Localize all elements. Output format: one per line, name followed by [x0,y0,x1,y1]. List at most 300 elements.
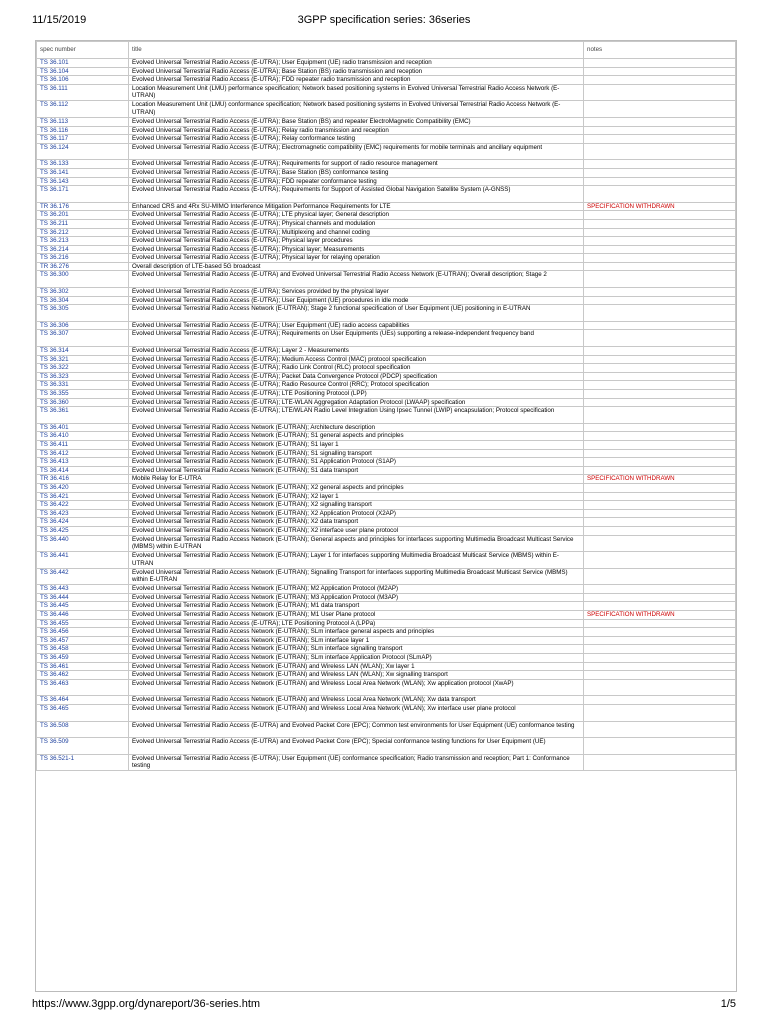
spec-number-link[interactable]: TS 36.457 [40,636,69,644]
table-row [37,679,736,696]
spec-number-cell [37,705,129,722]
spec-number-link[interactable]: TS 36.446 [40,611,69,619]
spec-number-link[interactable]: TS 36.462 [40,671,69,679]
spec-title-cell: Evolved Universal Terrestrial Radio Access (E-UTRA); Medium Access Control (MAC) protocol specification [129,355,584,364]
spec-number-link[interactable]: TS 36.443 [40,585,69,593]
table-row [37,449,736,458]
spec-number-cell [37,305,129,322]
table-row [37,271,736,288]
spec-title-cell: Evolved Universal Terrestrial Radio Access Network (E-UTRAN); M3 Application Protocol (M3AP) [129,593,584,602]
spec-title-cell: Evolved Universal Terrestrial Radio Access (E-UTRA) and Evolved Packet Core (EPC); Special conformance testing functions for User Equipment (UE) [129,738,584,755]
spec-number-link[interactable]: TS 36.212 [40,228,69,236]
spec-number-cell [37,475,129,484]
table-row [37,466,736,475]
spec-number-link[interactable]: TS 36.442 [40,568,69,576]
spec-number-link[interactable]: TS 36.411 [40,440,69,448]
spec-number-cell [37,593,129,602]
spec-number-link[interactable]: TS 36.331 [40,381,69,389]
spec-number-cell [37,347,129,356]
table-row [37,126,736,135]
spec-title-cell: Evolved Universal Terrestrial Radio Access (E-UTRA); User Equipment (UE) procedures in idle mode [129,296,584,305]
spec-number-link[interactable]: TR 36.276 [40,262,69,270]
spec-notes-cell [584,568,736,585]
table-row [37,347,736,356]
spec-title-cell: Evolved Universal Terrestrial Radio Access (E-UTRA); Services provided by the physical layer [129,288,584,297]
spec-notes-cell [584,593,736,602]
spec-number-cell [37,440,129,449]
spec-title-cell: Evolved Universal Terrestrial Radio Access (E-UTRA); Layer 2 - Measurements [129,347,584,356]
column-header-notes: notes [584,42,736,59]
spec-number-cell [37,585,129,594]
table-row [37,483,736,492]
table-row [37,407,736,424]
spec-number-cell [37,84,129,101]
spec-notes-cell [584,526,736,535]
spec-notes-cell [584,305,736,322]
table-row [37,262,736,271]
spec-title-cell: Evolved Universal Terrestrial Radio Access (E-UTRA); Base Station (BS) radio transmission and reception [129,67,584,76]
spec-table [36,41,736,771]
spec-title-cell: Evolved Universal Terrestrial Radio Access (E-UTRA); FDD repeater conformance testing [129,177,584,186]
table-row [37,202,736,211]
spec-notes-cell [584,483,736,492]
table-row [37,330,736,347]
spec-number-cell [37,738,129,755]
table-row [37,501,736,510]
table-row [37,721,736,738]
spec-title-cell: Evolved Universal Terrestrial Radio Access Network (E-UTRAN) and Wireless LAN (WLAN); Xw signalling transport [129,671,584,680]
spec-notes-cell [584,177,736,186]
spec-number-link[interactable]: TS 36.441 [40,552,69,560]
spec-title-cell: Evolved Universal Terrestrial Radio Access Network (E-UTRAN) and Wireless Local Area Network (WLAN); Xw application protocol (XwAP) [129,679,584,696]
spec-number-link[interactable]: TS 36.412 [40,449,69,457]
spec-number-cell [37,611,129,620]
spec-notes-cell [584,67,736,76]
spec-notes-cell [584,449,736,458]
spec-notes-cell [584,671,736,680]
spec-title-cell: Evolved Universal Terrestrial Radio Access Network (E-UTRAN); SLm interface general aspects and principles [129,628,584,637]
spec-number-link[interactable]: TS 36.414 [40,466,69,474]
spec-notes-cell [584,390,736,399]
spec-number-link[interactable]: TS 36.302 [40,288,69,296]
spec-title-cell: Evolved Universal Terrestrial Radio Access (E-UTRA); Base Station (BS) and repeater ElectroMagnetic Compatibility (EMC) [129,117,584,126]
spec-number-link[interactable]: TS 36.413 [40,458,69,466]
spec-number-cell [37,535,129,552]
spec-title-cell: Evolved Universal Terrestrial Radio Access (E-UTRA); Physical layer procedures [129,237,584,246]
spec-number-cell [37,501,129,510]
spec-title-cell: Evolved Universal Terrestrial Radio Access Network (E-UTRAN); X2 signalling transport [129,501,584,510]
spec-number-link[interactable]: TS 36.465 [40,705,69,712]
table-row [37,662,736,671]
table-row [37,219,736,228]
spec-notes-cell [584,117,736,126]
spec-number-cell [37,526,129,535]
spec-notes-cell [584,168,736,177]
spec-number-link[interactable]: TS 36.361 [40,407,69,415]
spec-number-link[interactable]: TS 36.322 [40,364,69,372]
spec-number-cell [37,679,129,696]
spec-number-link[interactable]: TS 36.300 [40,271,69,279]
spec-notes-cell [584,330,736,347]
spec-number-cell [37,398,129,407]
spec-notes-cell [584,84,736,101]
spec-notes-cell [584,372,736,381]
spec-title-cell: Evolved Universal Terrestrial Radio Access (E-UTRA); FDD repeater radio transmission and reception [129,76,584,85]
spec-title-cell: Evolved Universal Terrestrial Radio Access Network (E-UTRAN); X2 interface user plane protocol [129,526,584,535]
spec-title-cell: Evolved Universal Terrestrial Radio Access Network (E-UTRAN); Signalling Transport for interfaces supporting Multimedia Broadcast Multicast Service (MBMS) within E-UTRAN [129,568,584,585]
spec-notes-cell [584,552,736,569]
spec-number-cell [37,466,129,475]
table-row [37,117,736,126]
spec-number-link[interactable]: TS 36.401 [40,423,69,431]
spec-notes-cell [584,288,736,297]
spec-title-cell: Evolved Universal Terrestrial Radio Access Network (E-UTRAN); S1 Application Protocol (S1AP) [129,458,584,467]
table-row [37,59,736,68]
spec-number-link[interactable]: TS 36.143 [40,177,69,185]
table-row [37,305,736,322]
table-row [37,84,736,101]
table-row [37,101,736,118]
page-title: 3GPP specification series: 36series [297,14,471,26]
table-row [37,475,736,484]
spec-number-cell [37,628,129,637]
spec-number-link[interactable]: TS 36.171 [40,186,69,194]
spec-number-link[interactable]: TS 36.420 [40,483,69,491]
table-row [37,518,736,527]
spec-number-link[interactable]: TS 36.464 [40,696,69,704]
spec-number-cell [37,390,129,399]
spec-number-link[interactable]: TS 36.306 [40,321,69,329]
spec-title-cell: Evolved Universal Terrestrial Radio Access Network (E-UTRAN); S1 layer 1 [129,440,584,449]
table-row [37,372,736,381]
spec-notes-cell [584,296,736,305]
spec-number-link[interactable]: TS 36.509 [40,738,69,746]
spec-number-link[interactable]: TS 36.213 [40,237,69,245]
table-row [37,168,736,177]
page-footer [32,998,736,1014]
table-row [37,458,736,467]
spec-number-cell [37,126,129,135]
spec-number-link[interactable]: TS 36.459 [40,654,69,662]
spec-number-cell [37,432,129,441]
spec-title-cell: Evolved Universal Terrestrial Radio Access (E-UTRA); Requirements on User Equipments (UEs) supporting a release-independent frequency band [129,330,584,347]
spec-number-cell [37,228,129,237]
spec-notes-cell [584,628,736,637]
spec-number-cell [37,262,129,271]
table-row [37,364,736,373]
spec-number-link[interactable]: TS 36.445 [40,602,69,610]
spec-number-cell [37,364,129,373]
spec-title-cell: Location Measurement Unit (LMU) conformance specification; Network based positioning systems in Evolved Universal Terrestrial Radio Access Network (E-UTRAN) [129,101,584,118]
spec-title-cell: Evolved Universal Terrestrial Radio Access (E-UTRA); Electromagnetic compatibility (EMC) requirements for mobile terminals and ancillary equipment [129,143,584,160]
spec-number-cell [37,449,129,458]
spec-notes-cell [584,347,736,356]
spec-title-cell: Evolved Universal Terrestrial Radio Access Network (E-UTRAN); M1 data transport [129,602,584,611]
spec-notes-cell [584,696,736,705]
page-number: 1/5 [720,998,736,1010]
spec-title-cell: Evolved Universal Terrestrial Radio Access (E-UTRA); LTE/WLAN Radio Level Integration Using Ipsec Tunnel (LWIP) encapsulation; Protocol specification [129,407,584,424]
table-row [37,76,736,85]
spec-number-cell [37,662,129,671]
spec-number-link[interactable]: TS 36.425 [40,526,69,534]
table-row [37,143,736,160]
spec-notes-cell [584,509,736,518]
spec-number-link[interactable]: TS 36.116 [40,126,69,134]
spec-notes-cell [584,738,736,755]
spec-notes-cell [584,211,736,220]
spec-title-cell: Evolved Universal Terrestrial Radio Access (E-UTRA); Radio Link Control (RLC) protocol specification [129,364,584,373]
spec-number-link[interactable]: TS 36.410 [40,432,69,440]
spec-notes-cell [584,662,736,671]
spec-table-container [35,40,737,992]
spec-notes-cell [584,59,736,68]
spec-title-cell: Enhanced CRS and 4Rx SU-MIMO Interference Mitigation Performance Requirements for LTE [129,202,584,211]
table-row [37,254,736,263]
table-header-row [37,42,736,59]
spec-notes-cell [584,636,736,645]
spec-notes-cell [584,518,736,527]
spec-title-cell: Evolved Universal Terrestrial Radio Access (E-UTRA); LTE-WLAN Aggregation Adaptation Protocol (LWAAP) specification [129,398,584,407]
spec-title-cell: Evolved Universal Terrestrial Radio Access (E-UTRA); LTE Positioning Protocol (LPP) [129,390,584,399]
spec-title-cell: Evolved Universal Terrestrial Radio Access (E-UTRA); Radio Resource Control (RRC); Protocol specification [129,381,584,390]
spec-title-cell: Evolved Universal Terrestrial Radio Access Network (E-UTRAN); X2 data transport [129,518,584,527]
table-row [37,237,736,246]
spec-number-cell [37,177,129,186]
spec-notes-cell: SPECIFICATION WITHDRAWN [584,475,736,484]
spec-number-link[interactable]: TS 36.456 [40,628,69,636]
spec-notes-cell: SPECIFICATION WITHDRAWN [584,202,736,211]
table-row [37,602,736,611]
table-row [37,228,736,237]
table-row [37,636,736,645]
table-row [37,432,736,441]
spec-notes-cell [584,466,736,475]
spec-notes-cell [584,398,736,407]
table-row [37,619,736,628]
spec-number-cell [37,492,129,501]
spec-number-link[interactable]: TS 36.360 [40,398,69,406]
table-row [37,671,736,680]
spec-number-link[interactable]: TS 36.323 [40,372,69,380]
spec-number-cell [37,117,129,126]
spec-number-link[interactable]: TS 36.304 [40,296,69,304]
spec-number-link[interactable]: TS 36.508 [40,721,69,729]
spec-notes-cell [584,254,736,263]
table-row [37,645,736,654]
spec-number-link[interactable]: TS 36.440 [40,535,69,543]
spec-title-cell: Evolved Universal Terrestrial Radio Access Network (E-UTRAN); SLm interface Application Protocol (SLmAP) [129,654,584,663]
spec-number-cell [37,619,129,628]
spec-number-cell [37,518,129,527]
spec-title-cell: Evolved Universal Terrestrial Radio Access (E-UTRA); LTE physical layer; General description [129,211,584,220]
spec-number-link[interactable]: TS 36.422 [40,501,69,509]
spec-number-cell [37,330,129,347]
table-row [37,211,736,220]
spec-title-cell: Evolved Universal Terrestrial Radio Access (E-UTRA); Base Station (BS) conformance testing [129,168,584,177]
spec-notes-cell [584,721,736,738]
spec-notes-cell [584,619,736,628]
spec-notes-cell [584,143,736,160]
spec-number-cell [37,219,129,228]
spec-number-cell [37,76,129,85]
spec-notes-cell: SPECIFICATION WITHDRAWN [584,611,736,620]
spec-number-link[interactable]: TS 36.211 [40,219,69,227]
spec-number-cell [37,721,129,738]
spec-notes-cell [584,407,736,424]
spec-number-cell [37,288,129,297]
table-row [37,177,736,186]
table-row [37,509,736,518]
spec-notes-cell [584,245,736,254]
spec-notes-cell [584,458,736,467]
table-row [37,423,736,432]
spec-notes-cell [584,679,736,696]
print-date: 11/15/2019 [32,14,87,26]
spec-number-cell [37,160,129,169]
table-row [37,585,736,594]
spec-notes-cell [584,364,736,373]
spec-title-cell: Evolved Universal Terrestrial Radio Access (E-UTRA); Requirements for support of radio resource management [129,160,584,169]
table-row [37,135,736,144]
spec-number-link[interactable]: TS 36.355 [40,390,69,397]
spec-number-link[interactable]: TS 36.216 [40,254,69,262]
spec-number-link[interactable]: TS 36.421 [40,492,69,500]
table-row [37,245,736,254]
spec-title-cell: Evolved Universal Terrestrial Radio Access Network (E-UTRAN) and Wireless Local Area Network (WLAN); Xw interface user plane protocol [129,705,584,722]
spec-number-link[interactable]: TS 36.201 [40,211,69,219]
spec-title-cell: Evolved Universal Terrestrial Radio Access (E-UTRA) and Evolved Packet Core (EPC); Common test environments for User Equipment (UE) conformance testing [129,721,584,738]
spec-title-cell: Evolved Universal Terrestrial Radio Access Network (E-UTRAN); General aspects and principles for interfaces supporting Multimedia Broadcast Multicast Service (MBMS) within E-UTRAN [129,535,584,552]
spec-title-cell: Evolved Universal Terrestrial Radio Access Network (E-UTRAN); Stage 2 functional specification of User Equipment (UE) positioning in E-UTRAN [129,305,584,322]
spec-notes-cell [584,219,736,228]
spec-number-link[interactable]: TS 36.521-1 [40,754,75,762]
spec-number-link[interactable]: TS 36.104 [40,67,69,75]
spec-number-link[interactable]: TS 36.423 [40,509,69,517]
table-row [37,754,736,771]
spec-number-link[interactable]: TS 36.133 [40,160,69,168]
spec-notes-cell [584,381,736,390]
spec-number-cell [37,237,129,246]
spec-title-cell: Evolved Universal Terrestrial Radio Access (E-UTRA); Multiplexing and channel coding [129,228,584,237]
spec-notes-cell [584,492,736,501]
table-row [37,568,736,585]
spec-notes-cell [584,262,736,271]
spec-number-link[interactable]: TS 36.461 [40,662,69,670]
spec-notes-cell [584,160,736,169]
spec-title-cell: Evolved Universal Terrestrial Radio Access (E-UTRA); User Equipment (UE) radio access capabilities [129,321,584,330]
spec-title-cell: Evolved Universal Terrestrial Radio Access Network (E-UTRAN); X2 Application Protocol (X2AP) [129,509,584,518]
spec-number-link[interactable]: TS 36.321 [40,355,69,363]
table-row [37,738,736,755]
spec-notes-cell [584,271,736,288]
spec-number-cell [37,254,129,263]
spec-notes-cell [584,585,736,594]
spec-title-cell: Evolved Universal Terrestrial Radio Access (E-UTRA); Relay radio transmission and reception [129,126,584,135]
spec-notes-cell [584,186,736,203]
spec-notes-cell [584,754,736,771]
spec-title-cell: Evolved Universal Terrestrial Radio Access Network (E-UTRAN); X2 layer 1 [129,492,584,501]
page-url-link[interactable]: https://www.3gpp.org/dynareport/36-series.htm [32,998,261,1010]
spec-number-cell [37,372,129,381]
spec-number-link[interactable]: TR 36.176 [40,202,69,210]
spec-number-link[interactable]: TS 36.124 [40,143,69,151]
spec-number-link[interactable]: TS 36.141 [40,168,69,176]
spec-number-link[interactable]: TS 36.101 [40,59,69,66]
table-row [37,492,736,501]
spec-number-link[interactable]: TS 36.307 [40,330,69,338]
spec-number-cell [37,355,129,364]
table-body [37,59,736,771]
spec-number-link[interactable]: TS 36.458 [40,645,69,653]
spec-number-cell [37,458,129,467]
spec-title-cell: Evolved Universal Terrestrial Radio Access Network (E-UTRAN); M1 User Plane protocol [129,611,584,620]
spec-number-cell [37,186,129,203]
spec-number-link[interactable]: TS 36.455 [40,619,69,627]
spec-title-cell: Evolved Universal Terrestrial Radio Access (E-UTRA) and Evolved Universal Terrestrial Radio Access Network (E-UTRAN); Overall description; Stage 2 [129,271,584,288]
spec-notes-cell [584,602,736,611]
spec-title-cell: Evolved Universal Terrestrial Radio Access (E-UTRA); Requirements for Support of Assisted Global Navigation Satellite System (A-GNSS) [129,186,584,203]
spec-notes-cell [584,101,736,118]
spec-number-link[interactable]: TS 36.444 [40,593,69,601]
spec-number-cell [37,509,129,518]
spec-number-cell [37,202,129,211]
spec-title-cell: Evolved Universal Terrestrial Radio Access Network (E-UTRAN) and Wireless LAN (WLAN); Xw layer 1 [129,662,584,671]
spec-number-cell [37,101,129,118]
spec-title-cell: Evolved Universal Terrestrial Radio Access (E-UTRA); Packet Data Convergence Protocol (PDCP) specification [129,372,584,381]
spec-number-link[interactable]: TS 36.424 [40,518,69,526]
spec-notes-cell [584,228,736,237]
spec-number-link[interactable]: TS 36.112 [40,101,69,109]
spec-number-cell [37,754,129,771]
spec-number-link[interactable]: TS 36.314 [40,347,69,355]
spec-title-cell: Mobile Relay for E-UTRA [129,475,584,484]
spec-number-cell [37,636,129,645]
spec-number-cell [37,211,129,220]
spec-title-cell: Evolved Universal Terrestrial Radio Access Network (E-UTRAN); S1 signalling transport [129,449,584,458]
spec-number-link[interactable]: TS 36.106 [40,76,69,84]
spec-number-cell [37,407,129,424]
spec-notes-cell [584,355,736,364]
spec-title-cell: Evolved Universal Terrestrial Radio Access (E-UTRA); LTE Positioning Protocol A (LPPa) [129,619,584,628]
column-header-title: title [129,42,584,59]
spec-number-link[interactable]: TS 36.113 [40,117,69,125]
spec-number-link[interactable]: TS 36.117 [40,135,69,143]
spec-number-link[interactable]: TR 36.416 [40,475,69,483]
table-row [37,535,736,552]
spec-title-cell: Evolved Universal Terrestrial Radio Access (E-UTRA); Physical layer for relaying operation [129,254,584,263]
spec-title-cell: Evolved Universal Terrestrial Radio Access Network (E-UTRAN); SLm interface layer 1 [129,636,584,645]
spec-number-cell [37,296,129,305]
spec-number-cell [37,245,129,254]
table-row [37,321,736,330]
spec-number-link[interactable]: TS 36.463 [40,679,69,687]
spec-number-cell [37,59,129,68]
table-row [37,186,736,203]
spec-notes-cell [584,645,736,654]
table-row [37,611,736,620]
spec-number-link[interactable]: TS 36.305 [40,305,69,313]
spec-number-cell [37,552,129,569]
spec-number-link[interactable]: TS 36.111 [40,84,68,92]
spec-title-cell: Overall description of LTE-based 5G broadcast [129,262,584,271]
spec-number-cell [37,654,129,663]
spec-notes-cell [584,237,736,246]
spec-number-cell [37,423,129,432]
spec-number-link[interactable]: TS 36.214 [40,245,69,253]
spec-title-cell: Evolved Universal Terrestrial Radio Access Network (E-UTRAN); M2 Application Protocol (M2AP) [129,585,584,594]
spec-number-cell [37,602,129,611]
spec-notes-cell [584,535,736,552]
